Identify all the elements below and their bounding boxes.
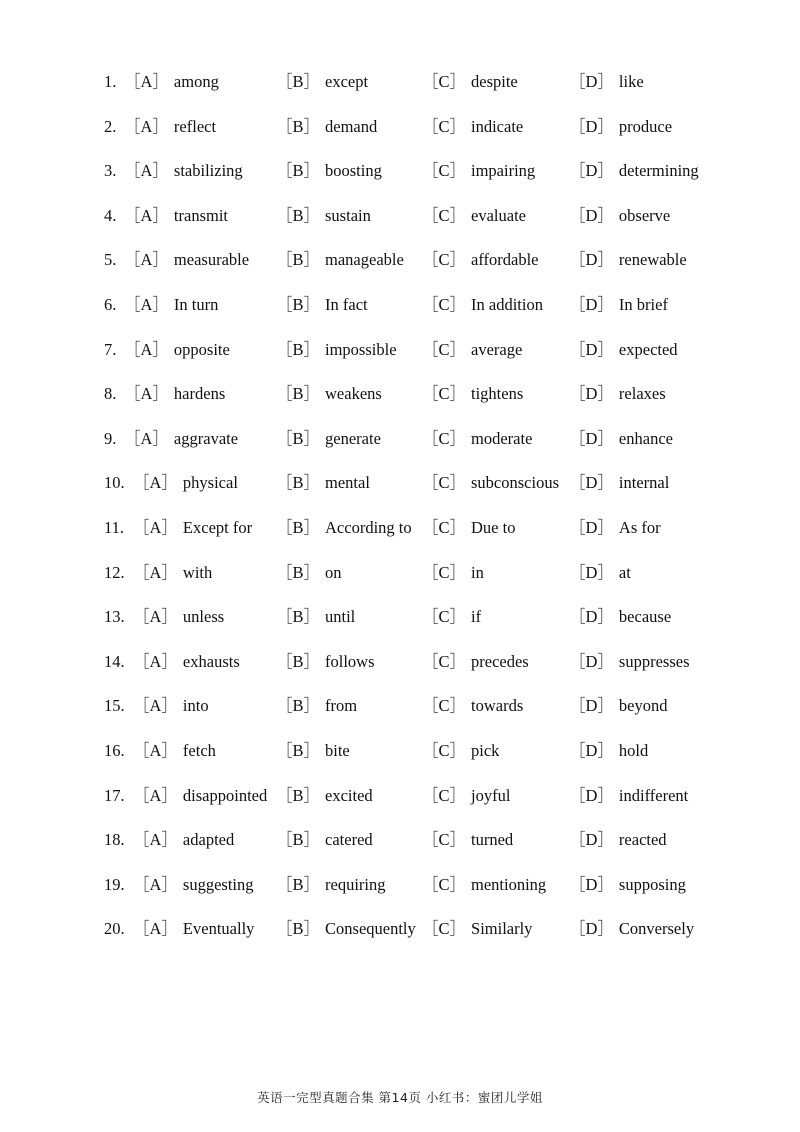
question-row [0, 105, 800, 150]
option-b [276, 684, 357, 729]
question-number: 12. [104, 562, 125, 582]
option-text: towards [471, 696, 524, 716]
question-number: 15. [104, 696, 125, 716]
option-text: reflect [173, 116, 217, 136]
question-number: 1. [104, 72, 117, 91]
option-text: excited [325, 785, 373, 805]
question-row [0, 60, 800, 105]
option-letter: ［D］ [569, 517, 614, 537]
option-d [569, 506, 661, 551]
question-number: 9. [104, 428, 117, 448]
option-letter: ［D］ [569, 428, 614, 448]
option-a [133, 595, 224, 640]
option-b [276, 551, 342, 596]
option-text: until [325, 607, 356, 627]
option-c [422, 194, 526, 239]
option-letter: ［C］ [422, 161, 467, 181]
question-number: 13. [104, 607, 125, 627]
option-letter: ［A］ [133, 473, 178, 493]
option-c [422, 372, 523, 417]
question-row [0, 595, 800, 640]
option-text: with [182, 562, 213, 582]
option-letter: ［C］ [422, 696, 467, 716]
option-a [124, 283, 218, 328]
option-text: relaxes [618, 384, 666, 404]
option-d [569, 149, 699, 194]
option-text: subconscious [471, 473, 560, 493]
question-number: 6. [104, 294, 117, 314]
option-text: suggesting [182, 874, 254, 894]
option-text: in [471, 562, 484, 582]
option-letter: ［D］ [569, 919, 614, 939]
option-a [124, 238, 249, 283]
option-text: opposite [173, 339, 230, 359]
option-c [422, 328, 522, 373]
question-row [0, 149, 800, 194]
option-text: renewable [618, 250, 687, 270]
option-text: In addition [471, 294, 543, 314]
option-d [569, 729, 648, 774]
option-text: Consequently [325, 919, 416, 939]
option-text: joyful [471, 785, 511, 805]
option-b [276, 149, 382, 194]
option-letter: ［C］ [422, 339, 467, 359]
option-text: turned [471, 830, 514, 850]
option-letter: ［A］ [133, 696, 178, 716]
question-row [0, 194, 800, 239]
option-b [276, 328, 397, 373]
question-row [0, 684, 800, 729]
option-b [276, 283, 368, 328]
option-letter: ［B］ [276, 785, 321, 805]
question-row [0, 774, 800, 819]
option-letter: ［A］ [124, 205, 169, 225]
option-letter: ［A］ [124, 294, 169, 314]
option-letter: ［B］ [276, 874, 321, 894]
option-text: from [325, 696, 358, 716]
option-d [569, 774, 688, 819]
option-d [569, 238, 687, 283]
option-c [422, 105, 523, 150]
option-letter: ［C］ [422, 785, 467, 805]
option-letter: ［D］ [569, 116, 614, 136]
option-letter: ［C］ [422, 607, 467, 627]
option-a [124, 60, 219, 105]
option-text: Eventually [182, 919, 255, 939]
option-text: observe [618, 205, 671, 225]
option-letter: ［A］ [133, 607, 178, 627]
question-number: 20. [104, 919, 125, 939]
option-letter: ［B］ [276, 562, 321, 582]
option-c [422, 283, 543, 328]
option-letter: ［C］ [422, 740, 467, 760]
option-text: like [618, 72, 644, 91]
option-letter: ［C］ [422, 116, 467, 136]
option-letter: ［C］ [422, 517, 467, 537]
option-text: because [618, 607, 672, 627]
option-a [133, 640, 240, 685]
option-letter: ［A］ [133, 740, 178, 760]
option-letter: ［C］ [422, 384, 467, 404]
option-text: mentioning [471, 874, 547, 894]
option-letter: ［D］ [569, 161, 614, 181]
option-letter: ［B］ [276, 384, 321, 404]
option-d [569, 640, 690, 685]
option-text: indifferent [618, 785, 689, 805]
question-row [0, 328, 800, 373]
option-c [422, 149, 535, 194]
question-row [0, 640, 800, 685]
option-text: physical [182, 473, 238, 493]
option-c [422, 60, 518, 105]
question-row [0, 417, 800, 462]
option-d [569, 194, 670, 239]
option-text: enhance [618, 428, 673, 448]
option-d [569, 461, 669, 506]
option-text: suppresses [618, 651, 690, 671]
option-d [569, 60, 644, 105]
question-number: 17. [104, 785, 125, 805]
option-text: transmit [173, 205, 228, 225]
option-text: demand [325, 116, 378, 136]
option-text: mental [325, 473, 370, 493]
option-letter: ［A］ [124, 250, 169, 270]
option-d [569, 818, 667, 863]
option-d [569, 595, 671, 640]
option-b [276, 194, 371, 239]
option-text: if [471, 607, 482, 627]
question-number: 2. [104, 116, 117, 136]
option-letter: ［C］ [422, 651, 467, 671]
option-letter: ［D］ [569, 339, 614, 359]
question-row [0, 372, 800, 417]
option-letter: ［C］ [422, 428, 467, 448]
option-d [569, 105, 672, 150]
option-b [276, 818, 373, 863]
question-number: 11. [104, 517, 125, 537]
option-letter: ［C］ [422, 250, 467, 270]
option-text: boosting [325, 161, 382, 181]
option-letter: ［D］ [569, 696, 614, 716]
option-c [422, 417, 532, 462]
option-letter: ［A］ [133, 562, 178, 582]
option-b [276, 238, 404, 283]
question-row [0, 506, 800, 551]
option-text: into [182, 696, 209, 716]
question-row [0, 818, 800, 863]
option-letter: ［A］ [133, 517, 178, 537]
option-text: Except for [182, 517, 253, 537]
option-letter: ［B］ [276, 830, 321, 850]
option-c [422, 684, 523, 729]
option-text: generate [325, 428, 381, 448]
option-d [569, 551, 631, 596]
option-text: reacted [618, 830, 667, 850]
option-text: average [471, 339, 523, 359]
option-text: manageable [325, 250, 404, 270]
option-b [276, 60, 368, 105]
option-a [124, 417, 238, 462]
option-letter: ［B］ [276, 294, 321, 314]
option-letter: ［A］ [133, 919, 178, 939]
option-a [124, 105, 216, 150]
option-b [276, 105, 377, 150]
option-letter: ［A］ [133, 785, 178, 805]
option-text: despite [471, 72, 518, 91]
option-a [133, 684, 209, 729]
option-text: except [325, 72, 369, 91]
option-text: exhausts [182, 651, 240, 671]
option-text: weakens [325, 384, 382, 404]
question-row [0, 238, 800, 283]
option-text: stabilizing [173, 161, 243, 181]
option-letter: ［B］ [276, 339, 321, 359]
option-text: In fact [325, 294, 368, 314]
option-letter: ［A］ [133, 651, 178, 671]
question-row [0, 863, 800, 908]
option-c [422, 774, 510, 819]
option-text: produce [618, 116, 673, 136]
option-text: indicate [471, 116, 524, 136]
option-text: As for [618, 517, 661, 537]
option-text: disappointed [182, 785, 268, 805]
option-letter: ［D］ [569, 562, 614, 582]
option-text: In brief [618, 294, 668, 314]
question-number: 10. [104, 473, 125, 493]
option-d [569, 283, 668, 328]
option-c [422, 595, 481, 640]
option-letter: ［B］ [276, 72, 321, 91]
option-letter: ［A］ [124, 72, 169, 91]
question-number: 8. [104, 384, 117, 404]
option-letter: ［C］ [422, 919, 467, 939]
option-text: impairing [471, 161, 536, 181]
option-letter: ［B］ [276, 651, 321, 671]
option-letter: ［C］ [422, 562, 467, 582]
option-a [133, 551, 212, 596]
option-b [276, 907, 416, 952]
option-d [569, 417, 673, 462]
question-list [0, 60, 800, 952]
option-letter: ［A］ [133, 874, 178, 894]
option-text: tightens [471, 384, 524, 404]
option-a [124, 194, 228, 239]
option-text: at [618, 562, 631, 582]
option-b [276, 506, 412, 551]
option-letter: ［C］ [422, 830, 467, 850]
option-a [133, 863, 254, 908]
option-c [422, 818, 513, 863]
option-letter: ［B］ [276, 473, 321, 493]
option-letter: ［D］ [569, 250, 614, 270]
option-a [124, 328, 230, 373]
option-b [276, 417, 381, 462]
option-a [133, 818, 234, 863]
question-number: 7. [104, 339, 117, 359]
option-letter: ［D］ [569, 384, 614, 404]
option-letter: ［A］ [133, 830, 178, 850]
option-letter: ［A］ [124, 428, 169, 448]
option-d [569, 328, 678, 373]
option-c [422, 238, 539, 283]
option-letter: ［B］ [276, 161, 321, 181]
option-a [124, 149, 243, 194]
option-text: on [325, 562, 342, 582]
option-c [422, 729, 499, 774]
option-text: catered [325, 830, 373, 850]
option-a [133, 461, 238, 506]
question-number: 19. [104, 874, 125, 894]
option-text: hardens [173, 384, 226, 404]
option-d [569, 372, 666, 417]
option-text: Conversely [618, 919, 695, 939]
option-d [569, 863, 686, 908]
option-text: pick [471, 740, 500, 760]
option-text: affordable [471, 250, 539, 270]
option-text: In turn [173, 294, 219, 314]
option-c [422, 506, 515, 551]
option-text: expected [618, 339, 678, 359]
question-row [0, 551, 800, 596]
option-c [422, 863, 546, 908]
option-letter: ［D］ [569, 740, 614, 760]
option-text: hold [618, 740, 649, 760]
option-letter: ［A］ [124, 161, 169, 181]
option-b [276, 372, 382, 417]
option-letter: ［D］ [569, 205, 614, 225]
option-text: sustain [325, 205, 371, 225]
page-footer: 英语一完型真题合集 第14页 小红书：蜜团儿学姐 [257, 1090, 543, 1105]
option-letter: ［B］ [276, 740, 321, 760]
option-a [133, 907, 254, 952]
option-letter: ［B］ [276, 116, 321, 136]
option-text: internal [618, 473, 670, 493]
option-c [422, 640, 529, 685]
option-letter: ［D］ [569, 874, 614, 894]
option-text: bite [325, 740, 350, 760]
option-text: impossible [325, 339, 397, 359]
option-a [133, 506, 252, 551]
option-letter: ［D］ [569, 651, 614, 671]
option-letter: ［C］ [422, 874, 467, 894]
option-text: determining [618, 161, 699, 181]
option-d [569, 907, 694, 952]
question-number: 5. [104, 250, 117, 270]
option-letter: ［C］ [422, 294, 467, 314]
option-text: beyond [618, 696, 668, 716]
option-text: Similarly [471, 919, 533, 939]
option-b [276, 640, 375, 685]
option-text: supposing [618, 874, 686, 894]
option-b [276, 595, 355, 640]
question-number: 18. [104, 830, 125, 850]
option-text: measurable [173, 250, 250, 270]
question-row [0, 283, 800, 328]
option-text: adapted [182, 830, 235, 850]
option-letter: ［B］ [276, 250, 321, 270]
option-text: According to [325, 517, 412, 537]
option-text: unless [182, 607, 225, 627]
option-a [124, 372, 225, 417]
option-letter: ［B］ [276, 919, 321, 939]
option-text: follows [325, 651, 375, 671]
option-letter: ［B］ [276, 205, 321, 225]
option-text: among [173, 72, 219, 91]
question-number: 16. [104, 740, 125, 760]
option-letter: ［A］ [124, 339, 169, 359]
option-text: Due to [471, 517, 516, 537]
question-row [0, 729, 800, 774]
option-letter: ［B］ [276, 696, 321, 716]
question-number: 14. [104, 651, 125, 671]
option-text: moderate [471, 428, 533, 448]
option-text: aggravate [173, 428, 239, 448]
option-c [422, 907, 532, 952]
option-text: fetch [182, 740, 216, 760]
question-row [0, 461, 800, 506]
option-b [276, 774, 373, 819]
option-text: precedes [471, 651, 529, 671]
option-b [276, 863, 386, 908]
question-number: 3. [104, 161, 117, 181]
question-row [0, 907, 800, 952]
option-letter: ［B］ [276, 517, 321, 537]
option-letter: ［C］ [422, 473, 467, 493]
option-letter: ［D］ [569, 607, 614, 627]
option-b [276, 729, 350, 774]
option-d [569, 684, 668, 729]
option-text: evaluate [471, 205, 526, 225]
option-letter: ［C］ [422, 205, 467, 225]
option-letter: ［D］ [569, 294, 614, 314]
question-number: 4. [104, 205, 117, 225]
option-letter: ［B］ [276, 607, 321, 627]
option-letter: ［D］ [569, 473, 614, 493]
option-a [133, 729, 216, 774]
option-letter: ［D］ [569, 830, 614, 850]
option-text: requiring [325, 874, 386, 894]
option-letter: ［D］ [569, 72, 614, 91]
option-letter: ［A］ [124, 116, 169, 136]
option-letter: ［B］ [276, 428, 321, 448]
option-c [422, 551, 484, 596]
option-c [422, 461, 559, 506]
option-letter: ［D］ [569, 785, 614, 805]
option-a [133, 774, 267, 819]
option-letter: ［A］ [124, 384, 169, 404]
option-b [276, 461, 370, 506]
option-letter: ［C］ [422, 72, 467, 91]
